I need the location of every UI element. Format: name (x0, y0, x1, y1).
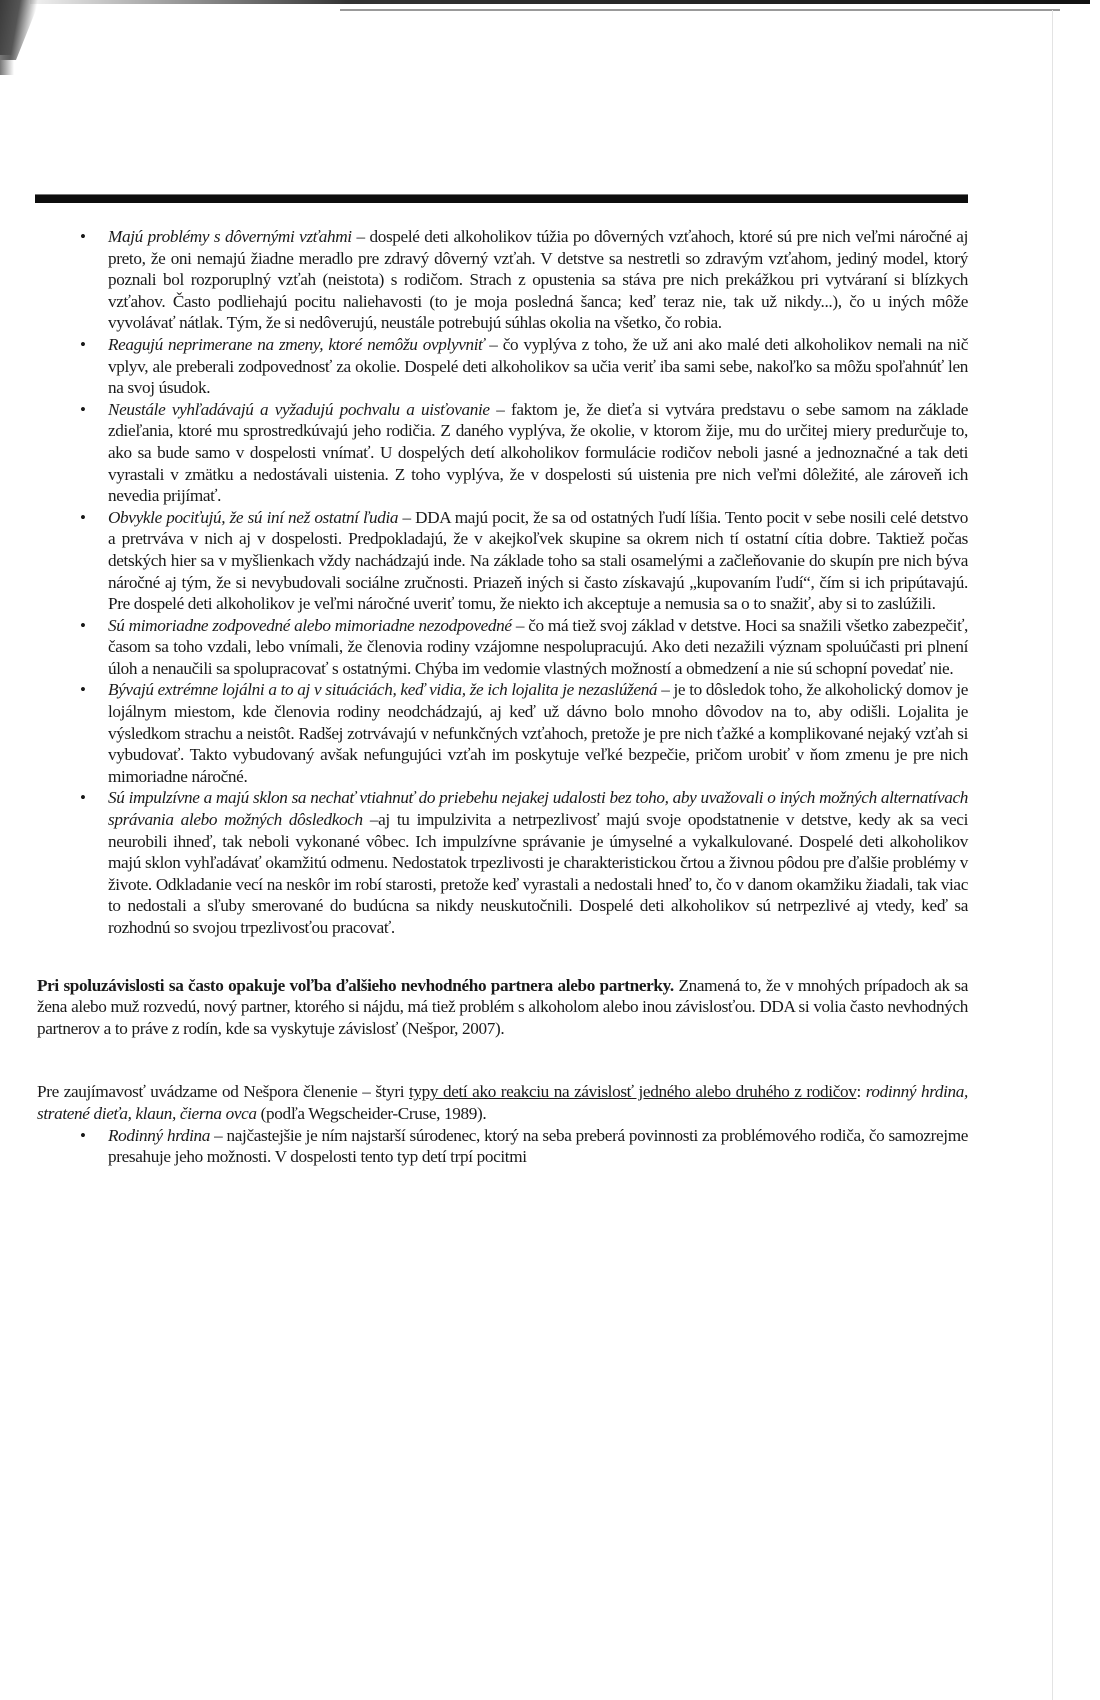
item-title: Bývajú extrémne lojálni a to aj v situáciách, keď vidia, že ich lojalita je nezaslúžená (108, 680, 658, 700)
list-item: • Neustále vyhľadávajú a vyžadujú pochvalu a uisťovanie – faktom je, že dieťa si vytvára predstavu o sebe samom na základe zdieľania, ktoré mu sprostredkúvajú jeho rodičia. Z daného vyplýva, že okolie, v ktorom žije, mu do určitej miery predurčuje to, ako sa bude samo v dospelosti vnímať. U dospelých detí alkoholikov formulácie rodičov neboli jasné a jednoznačné a tak deti vyrastali v zmätku a nedostávali uistenia. Z toho vyplýva, že v dospelosti sú uistenia pre nich veľmi dôležité, ale zároveň ich nevedia prijímať. (37, 399, 968, 507)
item-text: čo vyplýva z toho, že už ani ako malé deti alkoholikov nemali na nič vplyv, ale preberali zodpovednosť za okolie. Dospelé deti alkoholikov sa učia veriť iba sami sebe, nakoľko sa môžu spoľahnúť len na svoj úsudok. (108, 334, 968, 398)
list-item: • Rodinný hrdina – najčastejšie je ním najstarší súrodenec, ktorý na seba preberá povinnosti za problémového rodiča, čo samozrejme presahuje jeho možnosti. V dospelosti tento typ detí trpí pocitmi (37, 1125, 968, 1168)
item-title: Neustále vyhľadávajú a vyžadujú pochvalu a uisťovanie (108, 399, 490, 419)
item-text: čo má tiež svoj základ v detstve. Hoci sa snažili všetko zabezpečiť, časom sa toho vzdali, lebo vnímali, že členovia rodiny vzájomne nespolupracujú. Ako deti nezažili význam spoluúčasti pri plnení úloh a nenaučili sa spolupracovať s ostatnými. Chýba im vedomie vlastných možností a obmedzení a nie sú schopní povedať nie. (108, 615, 969, 678)
list-item: • Obvykle pociťujú, že sú iní než ostatní ľudia – DDA majú pocit, že sa od ostatných ľudí líšia. Tento pocit v sebe nosili celé detstvo a pretrváva v nich aj v dospelosti. Predpokladajú, že v akejkoľvek skupine sa okrem nich tí ostatní cítia dobre. Taktiež počas detských hier sa v myšlienkach vždy nachádzajú inde. Na základe toho sa stali osamelými a začleňovanie do skupín pre nich býva náročné aj tým, že si nevybudovali sociálne zručnosti. Priazeň iných si často získavajú „kupovaním ľudí“, čím si ich pripútavajú. Pre dospelé deti alkoholikov je veľmi náročné uveriť tomu, že niekto ich akceptuje a nemusia sa o to snažiť, aby si to zaslúžili. (37, 507, 968, 615)
scan-shadow-corner (0, 0, 40, 60)
child-types-list (37, 1125, 968, 1168)
item-text: dospelé deti alkoholikov túžia po dôverných vzťahoch, ktoré sú pre nich veľmi náročné aj preto, že oni nemajú žiadne meradlo pre zdravý dôverný vzťah. V detstve sa nestretli so zdravým vzťahom, jediný model, ktorý poznali bol rozporuplný vzťah (neistota) s rodičom. Strach z opustenia sa stáva pre nich prekážkou pri vytváraní si blízkych vzťahov. Často podliehajú pocitu naliehavosti (to je moja posledná šanca; keď teraz nie, tak už nikdy...), čo u iných môže vyvolávať nátlak. Tým, že si nedôverujú, neustále potrebujú súhlas okolia na všetko, čo robia. (108, 227, 968, 333)
scan-top-edge (30, 0, 1090, 4)
item-title: Rodinný hrdina (108, 1125, 211, 1145)
underlined-phrase: typy detí ako reakciu na závislosť jedného alebo druhého z rodičov (408, 1082, 857, 1102)
list-item: • Majú problémy s dôvernými vzťahmi – dospelé deti alkoholikov túžia po dôverných vzťahoch, ktoré sú pre nich veľmi náročné aj preto, že oni nemajú žiadne meradlo pre zdravý dôverný vzťah. V detstve sa nestretli so zdravým vzťahom, jediný model, ktorý poznali bol rozporuplný vzťah (neistota) s rodičom. Strach z opustenia sa stáva pre nich prekážkou pri vytváraní si blízkych vzťahov. Často podliehajú pocitu naliehavosti (to je moja posledná šanca; keď teraz nie, tak už nikdy...), čo u iných môže vyvolávať nátlak. Tým, že si nedôverujú, neustále potrebujú súhlas okolia na všetko, čo robia. (37, 226, 968, 334)
scan-top-edge-thin (340, 9, 1060, 11)
scan-shadow-fold (0, 55, 14, 75)
item-title: Majú problémy s dôvernými vzťahmi (108, 227, 352, 246)
item-text: faktom je, že dieťa si vytvára predstavu o sebe samom na základe zdieľania, ktoré mu sprostredkúvajú jeho rodičia. Z daného vyplýva, že okolie, v ktorom žije, mu do určitej miery predurčuje to, ako sa bude samo v dospelosti vnímať. U dospelých detí alkoholikov formulácie rodičov neboli jasné a jednoznačné a tak deti vyrastali v zmätku a nedostávali uistenia. Z toho vyplýva, že v dospelosti sú uistenia pre nich veľmi dôležité, ale zároveň ich nevedia prijímať. (108, 399, 969, 506)
list-item: • Sú mimoriadne zodpovedné alebo mimoriadne nezodpovedné – čo má tiež svoj základ v detstve. Hoci sa snažili všetko zabezpečiť, časom sa toho vzdali, lebo vnímali, že členovia rodiny vzájomne nespolupracujú. Ako deti nezažili význam spoluúčasti pri plnení úloh a nenaučili sa spolupracovať s ostatnými. Chýba im vedomie vlastných možností a obmedzení a nie sú schopní povedať nie. (37, 615, 968, 680)
characteristics-list (37, 226, 968, 939)
item-title: Reagujú neprimerane na zmeny, ktoré nemôžu ovplyvniť (108, 334, 485, 354)
item-title: Sú mimoriadne zodpovedné alebo mimoriadne nezodpovedné (108, 615, 512, 635)
list-item: • Sú impulzívne a majú sklon sa nechať vtiahnuť do priebehu nejakej udalosti bez toho, aby uvažovali o iných možných alternatívach správania alebo možných dôsledkoch –aj tu impulzivita a netrpezlivosť majú svoje opodstatnenie v detstve, kedy ak sa veci neurobili ihneď, tak neboli vykonané vôbec. Ich impulzívne správanie je úmyselné a vykalkulované. Dospelé deti alkoholikov majú sklon vyhľadávať okamžitú odmenu. Nedostatok trpezlivosti je charakteristickou črtou a živnou pôdou pre ďalšie problémy v živote. Odkladanie vecí na neskôr im robí starosti, pretože keď vyrastali a nedostali hneď to, čo v danom okamžiku žiadali, tak viac to nedostali a sľuby smerované do budúcna sa nikdy neuskutočnili. Dospelé deti alkoholikov sú netrpezlivé aj vtedy, keď sa rozhodnú so svojou trpezlivosťou pracovať. (37, 787, 968, 938)
paragraph-child-types: Pre zaujímavosť uvádzame od Nešpora členenie – štyri typy detí ako reakciu na závislosť jedného alebo druhého z rodičov: rodinný hrdina, stratené dieťa, klaun, čierna ovca (podľa Wegscheider-Cruse, 1989). (37, 1082, 968, 1123)
list-item: • Bývajú extrémne lojálni a to aj v situáciách, keď vidia, že ich lojalita je nezaslúžená – je to dôsledok toho, že alkoholický domov je lojálnym miestom, kde členovia rodiny neodchádzajú, aj keď už dávno bolo mnoho dôvodov na to, aby odišli. Lojalita je výsledkom strachu a neistôt. Radšej zotrvávajú v nefunkčných vzťahoch, pretože je pre nich ťažké a komplikované nejaký vzťah si vybudovať. Takto vybudovaný avšak nefungujúci vzťah im poskytuje veľké bezpečie, pričom urobiť v ňom zmenu je pre nich mimoriadne náročné. (37, 679, 968, 787)
list-item: • Reagujú neprimerane na zmeny, ktoré nemôžu ovplyvniť – čo vyplýva z toho, že už ani ako malé deti alkoholikov nemali na nič vplyv, ale preberali zodpovednosť za okolie. Dospelé deti alkoholikov sa učia veriť iba sami sebe, nakoľko sa môžu spoľahnúť len na svoj úsudok. (37, 334, 968, 399)
child-types: rodinný hrdina, stratené dieťa, klaun, čierna ovca (37, 1082, 968, 1123)
item-text: je to dôsledok toho, že alkoholický domov je lojálnym miestom, kde členovia rodiny neodchádzajú, aj keď už dávno bolo mnoho dôvodov na to, aby odišli. Lojalita je výsledkom strachu a neistôt. Radšej zotrvávajú v nefunkčných vzťahoch, pretože je pre nich ťažké a komplikované nejaký vzťah si vybudovať. Takto vybudovaný avšak nefungujúci vzťah im poskytuje veľké bezpečie, pričom urobiť v ňom zmenu je pre nich mimoriadne náročné. (108, 680, 968, 786)
header-rule (35, 194, 968, 203)
paragraph-codependency: Pri spoluzávislosti sa často opakuje voľba ďalšieho nevhodného partnera alebo partnerky. Znamená to, že v mnohých prípadoch ak sa žena alebo muž rozvedú, nový partner, ktorého si nájdu, má tiež problém s alkoholom alebo inou závislosťou. DDA si volia často nevhodných partnerov a to práve z rodín, kde sa vyskytuje závislosť (Nešpor, 2007). (37, 975, 968, 1038)
item-text: aj tu impulzivita a netrpezlivosť majú svoje opodstatnenie v detstve, kedy ak sa veci neurobili ihneď, tak neboli vykonané vôbec. Ich impulzívne správanie je úmyselné a vykalkulované. Dospelé deti alkoholikov majú sklon vyhľadávať okamžitú odmenu. Nedostatok trpezlivosti je charakteristickou črtou a živnou pôdou pre ďalšie problémy v živote. Odkladanie vecí na neskôr im robí starosti, pretože keď vyrastali a nedostali hneď to, čo v danom okamžiku žiadali, tak viac to nedostali a sľuby smerované do budúcna sa nikdy neuskutočnili. Dospelé deti alkoholikov sú netrpezlivé aj vtedy, keď sa rozhodnú so svojou trpezlivosťou pracovať. (108, 810, 968, 937)
bold-lead: Pri spoluzávislosti sa často opakuje voľba ďalšieho nevhodného partnera alebo partnerky. (37, 975, 674, 995)
item-title: Sú impulzívne a majú sklon sa nechať vtiahnuť do priebehu nejakej udalosti bez toho, aby uvažovali o iných možných alternatívach správania alebo možných dôsledkoch (108, 788, 968, 830)
item-text: najčastejšie je ním najstarší súrodenec, ktorý na seba preberá povinnosti za problémového rodiča, čo samozrejme presahuje jeho možnosti. V dospelosti tento typ detí trpí pocitmi (108, 1125, 968, 1167)
page-right-edge (1052, 10, 1053, 1700)
item-text: DDA majú pocit, že sa od ostatných ľudí líšia. Tento pocit v sebe nosili celé detstvo a pretrváva v nich aj v dospelosti. Predpokladajú, že v akejkoľvek skupine sa okrem nich tí ostatní cítia dobre. Taktiež počas detských hier sa v myšlienkach vždy nachádzajú inde. Na základe toho sa stali osamelými a začleňovanie do skupín pre nich býva náročné aj tým, že si nevybudovali sociálne zručnosti. Priazeň iných si často získavajú „kupovaním ľudí“, čím si ich pripútavajú. Pre dospelé deti alkoholikov je veľmi náročné uveriť tomu, že niekto ich akceptuje a nemusia sa o to snažiť, aby si to zaslúžili. (108, 507, 968, 614)
item-title: Obvykle pociťujú, že sú iní než ostatní ľudia (108, 507, 399, 527)
document-body (37, 226, 968, 1168)
citation: (podľa Wegscheider-Cruse, 1989). (256, 1103, 487, 1123)
